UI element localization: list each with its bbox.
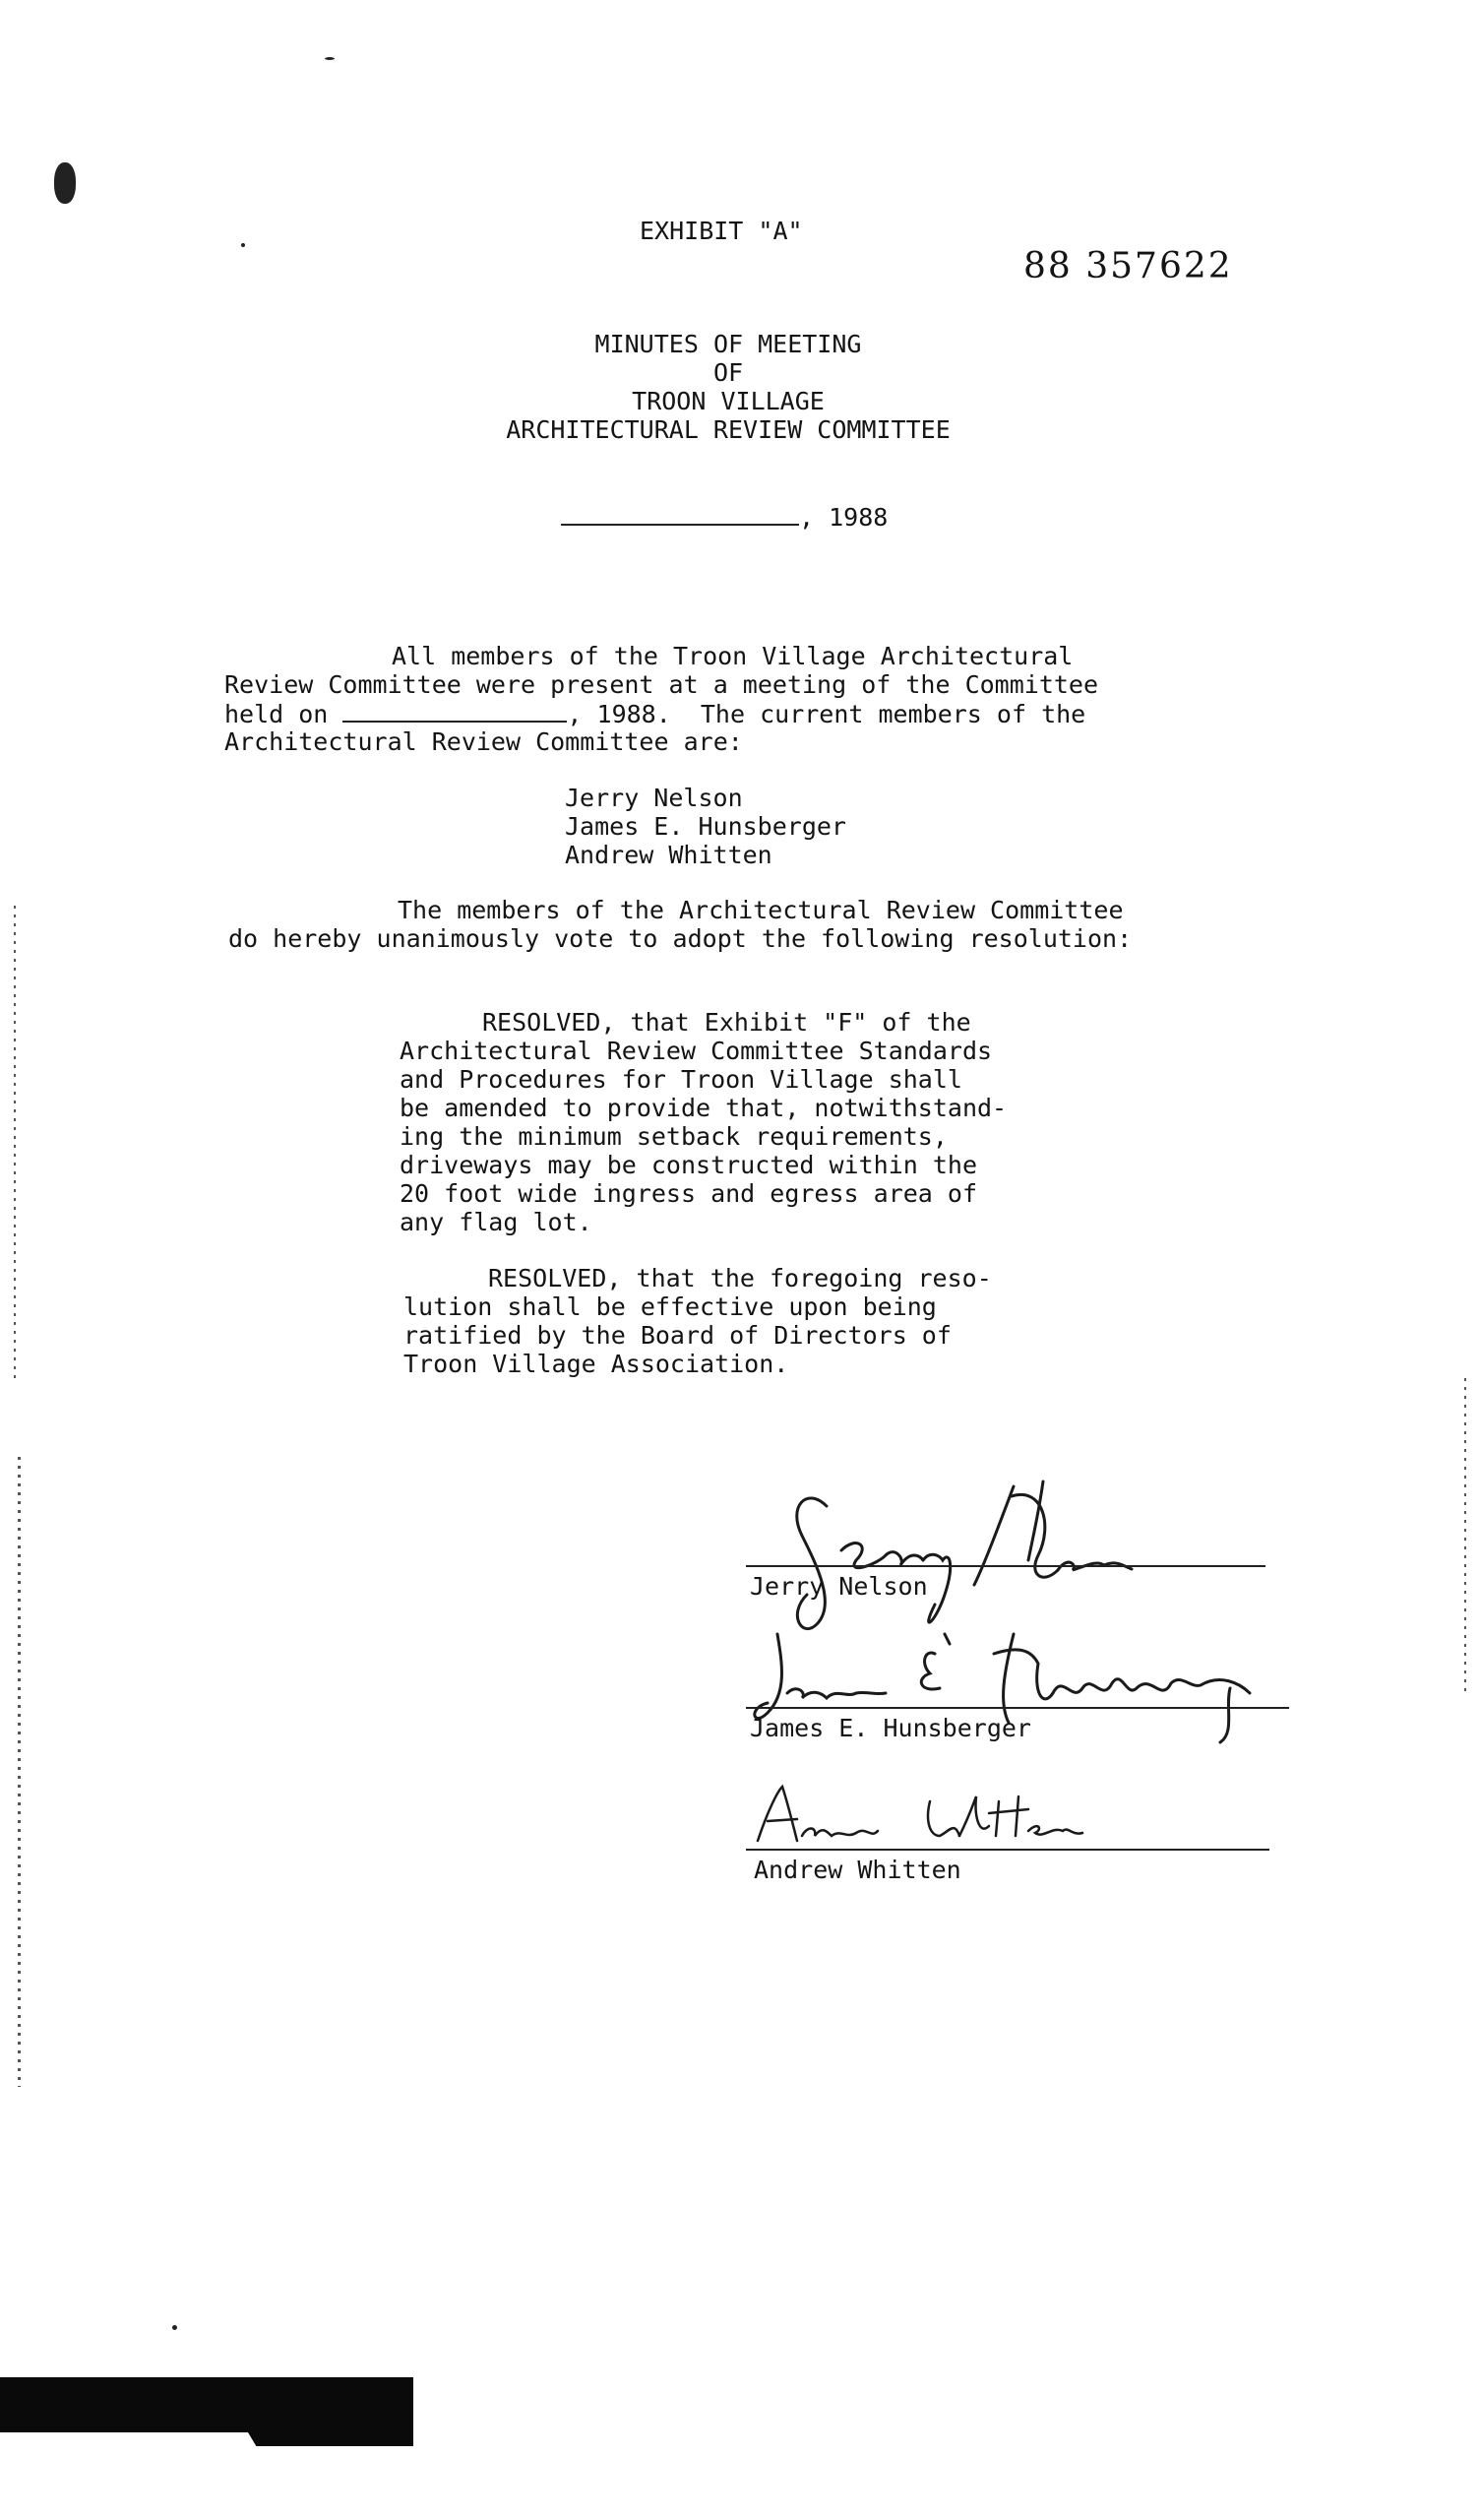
signature-line-2 <box>746 1707 1289 1709</box>
scan-blot <box>54 162 76 204</box>
resolution-1-line-2: Architectural Review Committee Standards <box>400 1037 993 1065</box>
held-on-label: held on <box>224 700 329 728</box>
signature-line-1 <box>746 1565 1265 1567</box>
resolution-1-line-4: be amended to provide that, notwithstand- <box>400 1094 1008 1122</box>
resolution-1-line-6: driveways may be constructed within the <box>400 1151 977 1179</box>
signer-name-3: Andrew Whitten <box>754 1856 961 1884</box>
intro-line-4: Architectural Review Committee are: <box>224 727 743 756</box>
vote-line-1: The members of the Architectural Review Committee <box>398 896 1124 924</box>
title-line-1: MINUTES OF MEETING <box>594 330 862 358</box>
date-blank <box>561 502 799 526</box>
title-line-3: TROON VILLAGE <box>632 387 825 415</box>
resolution-2-line-3: ratified by the Board of Directors of <box>403 1321 952 1350</box>
resolution-1-line-8: any flag lot. <box>400 1208 592 1236</box>
resolution-1-line-3: and Procedures for Troon Village shall <box>400 1065 962 1094</box>
signer-name-1: Jerry Nelson <box>750 1572 928 1601</box>
intro-line-3 <box>224 699 1085 728</box>
scan-black-bar <box>0 2377 413 2446</box>
resolution-2-line-2: lution shall be effective upon being <box>403 1292 937 1321</box>
resolution-1-line-5: ing the minimum setback requirements, <box>400 1122 948 1151</box>
scan-speck <box>325 57 335 60</box>
scan-edge-right <box>1464 1378 1466 1693</box>
date-year: , 1988 <box>799 503 889 532</box>
scan-edge-left-lower <box>18 1457 21 2087</box>
title-line-4: ARCHITECTURAL REVIEW COMMITTEE <box>506 415 951 444</box>
vote-line-2: do hereby unanimously vote to adopt the following resolution: <box>228 924 1133 953</box>
resolution-1-line-1: RESOLVED, that Exhibit "F" of the <box>482 1008 971 1037</box>
scan-speck <box>172 2325 177 2330</box>
resolution-1-line-7: 20 foot wide ingress and egress area of <box>400 1179 977 1208</box>
signer-name-2: James E. Hunsberger <box>750 1714 1031 1742</box>
signature-line-3 <box>746 1849 1269 1851</box>
meeting-date-line <box>561 502 888 532</box>
title-line-2: OF <box>712 358 744 387</box>
resolution-2-line-1: RESOLVED, that the foregoing reso- <box>488 1264 992 1292</box>
recording-number: 88 357622 <box>1023 246 1233 286</box>
scan-speck <box>241 243 245 247</box>
held-on-blank <box>342 699 567 723</box>
member-2: James E. Hunsberger <box>565 812 846 841</box>
exhibit-label: EXHIBIT "A" <box>640 217 803 245</box>
intro-line-1: All members of the Troon Village Architectural <box>392 642 1074 670</box>
member-3: Andrew Whitten <box>565 841 772 869</box>
member-1: Jerry Nelson <box>565 784 743 812</box>
intro-line-2: Review Committee were present at a meeting of the Committee <box>224 670 1099 699</box>
resolution-2-line-4: Troon Village Association. <box>403 1350 789 1378</box>
held-on-suffix: , 1988. The current members of the <box>567 700 1086 728</box>
scan-edge-left <box>14 906 16 1378</box>
